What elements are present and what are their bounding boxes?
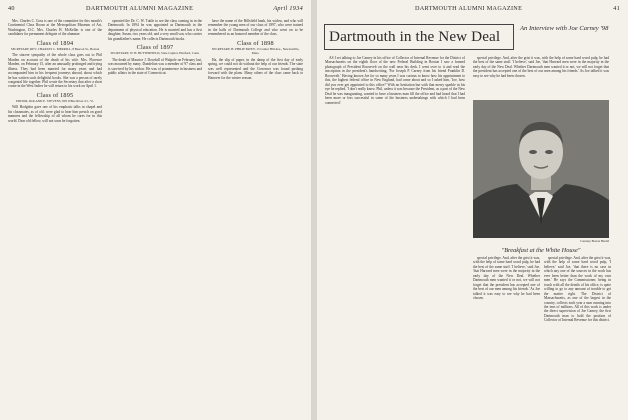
column-3-notes: have the name of the Billsfield bank, his widow, and who will remember the young men of our class of 1897, who were trained in the halls of Dartmouth College and who went on to be remembered as an honored member of the class. — [208, 19, 303, 37]
column-2-notes: operated the Dr. C. W. Tuttle to see the class coming in in the Dartmouth. In 1894 he was appointed as Dartmouth in the department of physical education. He is married and has a first daughter, Susan, two years old, and a very small son, who carries his grandfather's name. He collects Dartmouth books. — [108, 19, 202, 41]
left-column-1 — [8, 19, 102, 416]
article-column-3 — [544, 256, 611, 416]
article-column-1 — [325, 56, 465, 416]
left-column-3 — [208, 19, 303, 416]
article-body-1: AS I set talking to Joe Carney in his office of Collector of Internal Revenue for the District of Massachusetts on the eighth floor of the new Federal Building in Boston I saw a framed photograph of President Roosevelt on the wall near his desk. I went over to it and read the inscription in the president's handwriting, 'For Joseph P. Carney from his friend Franklin D. Roosevelt.' Having known Joe for so many years I was curious to know how his appointment to this, the highest federal office in New England, had come about and so I asked him, 'Joe, how did you ever get appointed to this office?' With no hesitation but with that merry sparkle in his eye he replied, 'I don't really know. Phil, unless it was because the President, as a part of the New Deal he was inaugurating, wanted to have a business man fill the office and had heard that I had been more or less successful in some of the business undertakings with which I had been connected.' — [325, 56, 465, 105]
portrait-image — [473, 100, 609, 238]
photo-caption: "Breakfast at the White House" — [501, 247, 581, 254]
class-1895-notes: Will Hodgdon gave one of his emphatic talks in chapel and his classmates, as of old, were glad to hear him preach on good manners and the fellowship of all whom he cares for in this world. Dear old fellow, will not soon be forgotten. — [8, 105, 102, 123]
left-running-head — [8, 5, 303, 15]
portrait-photo — [473, 100, 609, 238]
left-page — [0, 0, 311, 420]
article-subtitle: An Interview with Joe Carney '98 — [520, 25, 609, 32]
article-body-2-cont: special privilege. And, after the grist it was, with the help of some hard wood pulp, he had the best of the same stuff. 'I believe,' said Joe, 'that Harvard men were in the majority in the early day of the New Deal. Whether Dartmouth men wanted it or not, we will not forget that the president has accepted one of the best of our men among his friends.' As Joe talked it was easy to see why he had been chosen. — [473, 256, 540, 301]
class-1898-secretary: SECRETARY, H. PHILIP PATEY, 15 Center Hill Ave., Newtonville, Mass. — [211, 46, 300, 56]
article-body-2: special privilege. And, after the grist it was, with the help of some hard wood pulp, he had the best of the same stuff. 'I believe,' said Joe, 'that Harvard men were in the majority in the early day of the New Deal. Whether Dartmouth men wanted it or not, we will not forget that the president has accepted one of the best of our men among his friends.' As Joe talked it was easy to see why he had been chosen. — [473, 56, 609, 78]
column-intro: Mrs. Charles C. Goss is one of the committee for this month's Continental Class Room at the Metropolitan Museum of Art, Washington, D.C. Mrs. Charles H. McKellar is one of the candidates for permanent delegate of the alumnae. — [8, 19, 102, 37]
class-1895-secretary: EDITOR, ROLAND E. STEVENS, 805 White River Jct., Vt. — [15, 98, 95, 103]
class-1895-heading: Class of 1895 — [36, 91, 74, 99]
photo-credit: Courtesy Boston Herald — [580, 239, 609, 243]
class-1894-secretary: SECRETARY, REV. CHARLES C. MERRILL, 8 Beacon St., Boston — [10, 46, 100, 51]
article-title-box — [324, 24, 514, 50]
left-column-2 — [108, 19, 202, 416]
right-page-number: 41 — [613, 5, 620, 12]
right-running-head — [325, 5, 620, 15]
class-1894-heading: Class of 1894 — [36, 39, 74, 47]
article-column-2-top — [473, 56, 609, 98]
left-date: April 1934 — [273, 5, 303, 12]
right-page — [317, 0, 628, 420]
class-1897-heading: Class of 1897 — [136, 44, 174, 52]
class-1898-notes: Ha, the slip of paper, in the damp of the first day of early spring, we could not do without the help of our friends. The state was well represented and the Governor was found pushing forward with the plans. Many others of the class came back to Hanover for the winter season. — [208, 57, 303, 80]
class-1897-secretary: SECRETARY, W. H. BUTTERFIELD, State Capitol, Hartford, Conn. — [110, 51, 200, 56]
class-1894-notes: The sincere sympathy of the whole class goes out to Phil Marden on account of the death of his wife. Mrs. Florence Marden, on February 15, after an unusually prolonged and trying illness. They had been married for many years and had accompanied him in his frequent journeys abroad, about which he has written such delightful books. She was a person of rarely congenial life together. Phil wrote the Secretary that after a short cruise in the West Indies he will return to his work on April 1. — [8, 53, 102, 89]
class-1897-notes: The death of Maurice J. Dowdall of Walpole on February last, was mourned by many. Dandelion was a member of 97 class and is survived by his widow. He was of prominence in business and public affairs in the state of Connecticut. — [108, 57, 202, 76]
left-page-number: 40 — [8, 5, 15, 12]
article-body-3: special privilege. And, after the grist it was, with the help of some hard wood pulp, 'I believe,' said Joe, 'that there is no case in which any one of the sources in the work has ever been better than the work of my own men.' He says the Commissioner, being in touch with all the details of his office, is quite willing to go to any amount of trouble to get the matter right. The District of Massachusetts, as one of the largest in the country, collects each year a sum running into the tens of millions. All of this work is under the direct supervision of Joe Carney, the first Dartmouth man to hold the position of Collector of Internal Revenue for this district. — [544, 256, 611, 323]
right-magazine-title: DARTMOUTH ALUMNI MAGAZINE — [415, 5, 523, 12]
left-magazine-title: DARTMOUTH ALUMNI MAGAZINE — [86, 5, 194, 12]
article-title: Dartmouth in the New Deal — [329, 28, 501, 45]
class-1898-heading: Class of 1898 — [237, 39, 274, 47]
article-column-2-bottom — [473, 256, 540, 416]
